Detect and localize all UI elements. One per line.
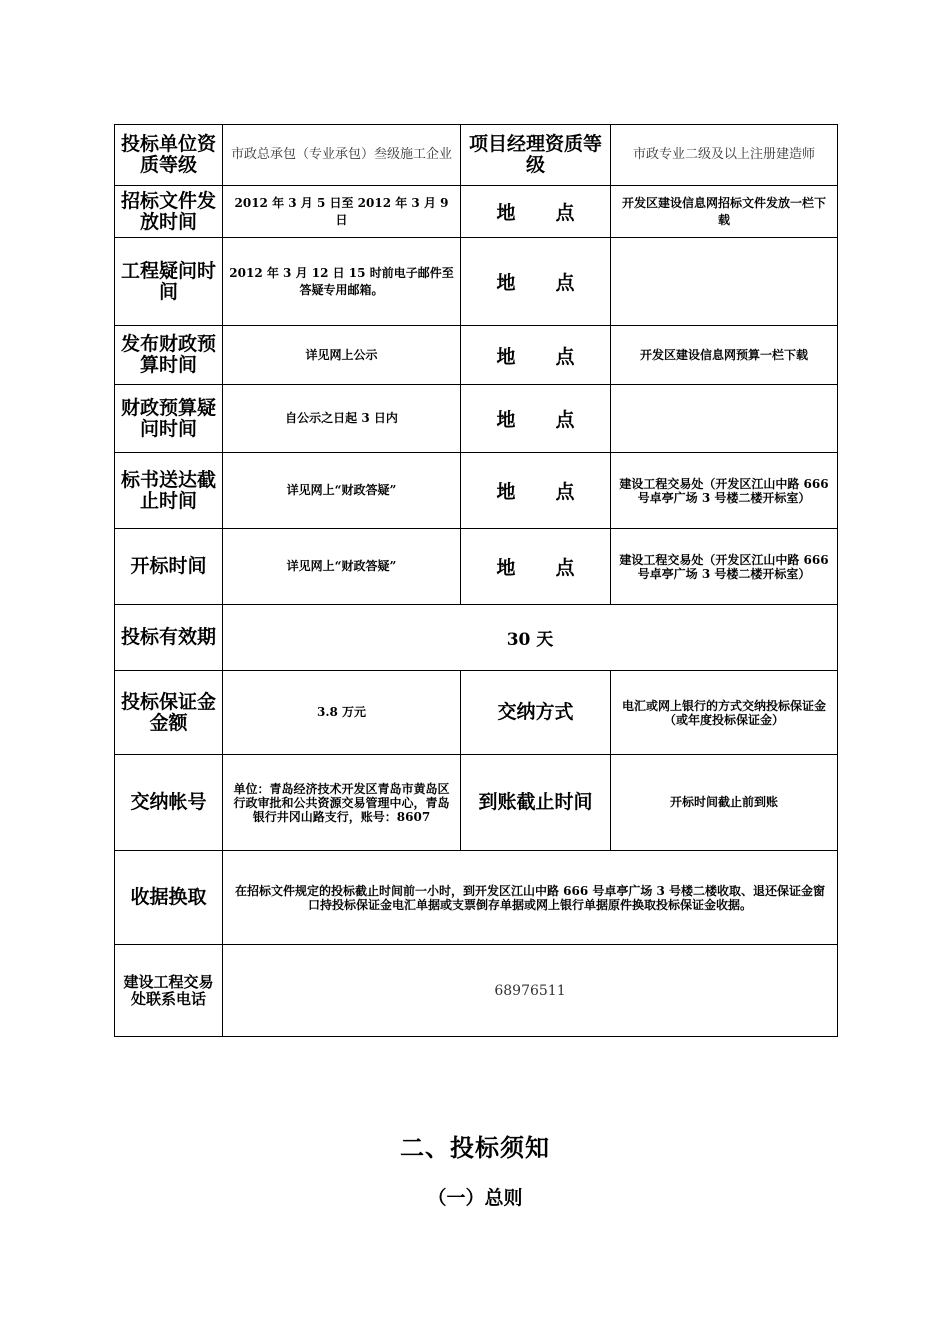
header-qualification: 投标单位资质等级 <box>115 125 223 186</box>
tender-info-table <box>114 124 838 1037</box>
location-label-a: 地 <box>496 272 516 294</box>
header-payment-method: 交纳方式 <box>461 671 611 755</box>
header-doc-issue-time: 招标文件发放时间 <box>115 186 223 238</box>
bid-deadline-value: 详见网上“财政答疑” <box>223 453 461 529</box>
header-bid-deadline: 标书送达截止时间 <box>115 453 223 529</box>
table-row <box>115 605 838 671</box>
bid-bond-amount-value: 3.8 万元 <box>223 671 461 755</box>
query-time-value: 2012 年 3 月 12 日 15 时前电子邮件至答疑专用邮箱。 <box>223 238 461 326</box>
header-payment-account: 交纳帐号 <box>115 755 223 851</box>
bid-validity-value: 30 天 <box>223 605 838 671</box>
receipt-exchange-value: 在招标文件规定的投标截止时间前一小时，到开发区江山中路 666 号卓亭广场 3 号楼二楼收取、退还保证金窗口持投标保证金电汇单据或支票倒存单据或网上银行单据原件换取投标保证金收据。 <box>223 851 838 945</box>
table-row <box>115 385 838 453</box>
manager-qualification-value: 市政专业二级及以上注册建造师 <box>611 125 838 186</box>
header-receipt-exchange: 收据换取 <box>115 851 223 945</box>
location-label <box>461 529 611 605</box>
header-query-time: 工程疑问时间 <box>115 238 223 326</box>
header-bid-validity: 投标有效期 <box>115 605 223 671</box>
query-location-value <box>611 238 838 326</box>
section-subtitle: （一）总则 <box>427 1187 523 1209</box>
contact-phone-value: 68976511 <box>223 945 838 1037</box>
location-label-b: 点 <box>555 409 575 431</box>
header-contact-phone: 建设工程交易处联系电话 <box>115 945 223 1037</box>
table-row <box>115 945 838 1037</box>
header-budget-publish-time: 发布财政预算时间 <box>115 326 223 385</box>
location-label <box>461 186 611 238</box>
location-label <box>461 385 611 453</box>
header-arrival-deadline: 到账截止时间 <box>461 755 611 851</box>
location-label-b: 点 <box>555 272 575 294</box>
location-label-b: 点 <box>555 481 575 503</box>
location-label-b: 点 <box>555 202 575 224</box>
table-row <box>115 671 838 755</box>
location-label <box>461 453 611 529</box>
location-label-a: 地 <box>496 345 516 368</box>
table-row <box>115 529 838 605</box>
budget-publish-location-value: 开发区建设信息网预算一栏下载 <box>611 326 838 385</box>
qualification-value: 市政总承包（专业承包）叁级施工企业 <box>223 125 461 186</box>
arrival-deadline-value: 开标时间截止前到账 <box>611 755 838 851</box>
budget-query-time-value: 自公示之日起 3 日内 <box>223 385 461 453</box>
payment-method-value: 电汇或网上银行的方式交纳投标保证金（或年度投标保证金） <box>611 671 838 755</box>
location-label <box>461 326 611 385</box>
table-row <box>115 238 838 326</box>
location-label-b: 点 <box>555 345 575 368</box>
budget-query-location-value <box>611 385 838 453</box>
location-label-a: 地 <box>496 202 516 224</box>
header-manager-qualification: 项目经理资质等级 <box>461 125 611 186</box>
bid-opening-time-value: 详见网上“财政答疑” <box>223 529 461 605</box>
table-row <box>115 453 838 529</box>
location-label <box>461 238 611 326</box>
table-row <box>115 125 838 186</box>
location-label-a: 地 <box>496 557 516 579</box>
location-label-a: 地 <box>496 409 516 431</box>
table-row <box>115 851 838 945</box>
header-bid-opening-time: 开标时间 <box>115 529 223 605</box>
table-row <box>115 326 838 385</box>
section-title: 二、投标须知 <box>400 1133 550 1162</box>
table-row <box>115 186 838 238</box>
table-row <box>115 755 838 851</box>
bid-opening-location-value: 建设工程交易处（开发区江山中路 666 号卓亭广场 3 号楼二楼开标室） <box>611 529 838 605</box>
header-budget-query-time: 财政预算疑问时间 <box>115 385 223 453</box>
doc-issue-location-value: 开发区建设信息网招标文件发放一栏下载 <box>611 186 838 238</box>
budget-publish-time-value: 详见网上公示 <box>223 326 461 385</box>
location-label-b: 点 <box>555 557 575 579</box>
header-bid-bond-amount: 投标保证金金额 <box>115 671 223 755</box>
doc-issue-time-value: 2012 年 3 月 5 日至 2012 年 3 月 9 日 <box>223 186 461 238</box>
location-label-a: 地 <box>496 481 516 503</box>
bid-deadline-location-value: 建设工程交易处（开发区江山中路 666 号卓亭广场 3 号楼二楼开标室） <box>611 453 838 529</box>
payment-account-value: 单位：青岛经济技术开发区青岛市黄岛区行政审批和公共资源交易管理中心，青岛银行井冈山路支行，账号：8607 <box>223 755 461 851</box>
